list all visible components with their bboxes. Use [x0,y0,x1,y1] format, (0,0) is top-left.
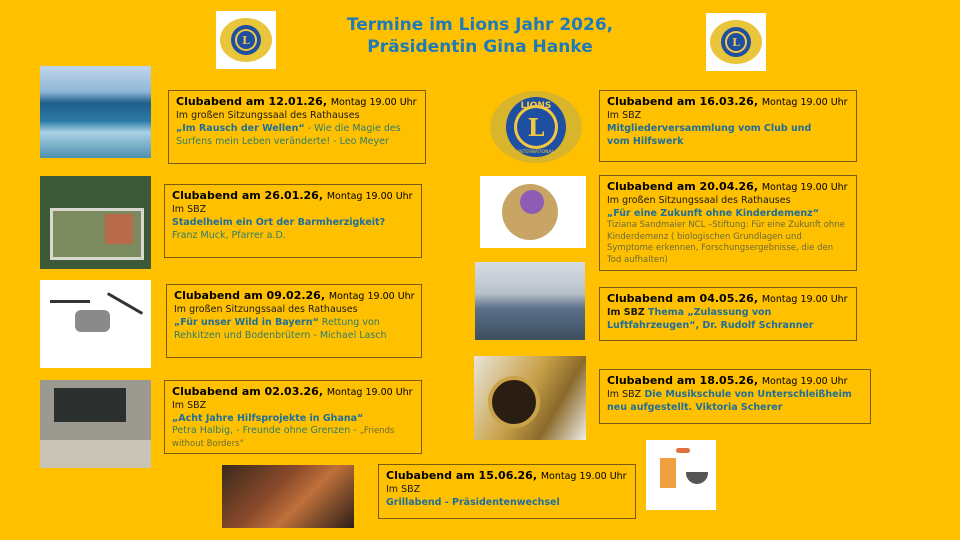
event-heading: Clubabend am 18.05.26, Montag 19.00 Uhr [607,374,848,387]
grill-photo [222,465,354,528]
logo-text-bottom: INTERNATIONAL [517,150,555,155]
event-place: Im großen Sitzungssaal des Rathauses [607,195,791,206]
event-heading: Clubabend am 15.06.26, Montag 19.00 Uhr [386,469,627,482]
title-line-1: Termine im Lions Jahr 2026, [346,15,614,35]
event-heading: Clubabend am 20.04.26, Montag 19.00 Uhr [607,180,848,193]
event-description: Im SBZ Thema „Zulassung von Luftfahrzeugen“, Dr. Rudolf Schranner [607,307,814,331]
event-place: Im SBZ [607,110,642,121]
event-place: Im SBZ [172,204,207,215]
grill-cartoon [646,440,716,510]
event-card [164,380,422,454]
svg-text:L: L [732,36,740,49]
event-heading: Clubabend am 02.03.26, Montag 19.00 Uhr [172,385,413,398]
event-speaker: Petra Halbig, - Freunde ohne Grenzen - „Friends without Borders“ [172,425,395,449]
title-line-2: Präsidentin Gina Hanke [367,37,593,57]
event-card [599,175,857,271]
lions-logo-left [216,11,276,69]
event-card [599,369,871,424]
surfer-photo [40,66,151,158]
event-card [166,284,422,358]
event-card [378,464,636,519]
event-topic: Grillabend - Präsidentenwechsel [386,497,560,508]
page-title [300,14,660,58]
event-heading: Clubabend am 12.01.26, Montag 19.00 Uhr [176,95,417,108]
event-card [164,184,422,258]
event-heading: Clubabend am 26.01.26, Montag 19.00 Uhr [172,189,413,202]
lions-logo-center [488,86,584,168]
saxophone-photo [474,356,586,440]
event-heading: Clubabend am 16.03.26, Montag 19.00 Uhr [607,95,848,108]
event-place: Im großen Sitzungssaal des Rathauses [176,110,360,121]
event-card [599,287,857,341]
event-details: Tiziana Sandmaier NCL –Stiftung: Für eine Zukunft ohne Kinderdemenz ( biologischen Grundlagen und Symptome erkennen, Forschungsergebnisse, die den Tod aufhalten) [607,220,845,265]
event-place: Im SBZ [386,484,421,495]
event-topic: Mitgliederversammlung vom Club und vom Hilfswerk [607,123,812,147]
svg-text:L: L [242,34,250,47]
neuron-illustration [480,176,586,248]
logo-text-top: LIONS [520,101,552,111]
air-taxi-photo [475,262,585,340]
event-topic: „Acht Jahre Hilfsprojekte in Ghana“ [172,413,364,424]
event-heading: Clubabend am 09.02.26, Montag 19.00 Uhr [174,289,415,302]
event-description: „Für unser Wild in Bayern“ Rettung von Rehkitzen und Bodenbrütern - Michael Lasch [174,317,387,341]
event-topic: „Für eine Zukunft ohne Kinderdemenz“ [607,208,819,219]
event-topic: Stadelheim ein Ort der Barmherzigkeit? [172,217,386,228]
event-place: Im SBZ [172,400,207,411]
drone-photo [40,280,151,368]
event-card [168,90,426,164]
classroom-photo [40,380,151,468]
event-speaker: Franz Muck, Pfarrer a.D. [172,230,286,241]
prison-aerial-photo [40,176,151,269]
event-heading: Clubabend am 04.05.26, Montag 19.00 Uhr [607,292,848,305]
logo-letter: L [527,113,545,142]
event-card [599,90,857,162]
event-place: Im großen Sitzungssaal des Rathauses [174,304,358,315]
lions-logo-right [706,13,766,71]
event-description: „Im Rausch der Wellen“ - Wie die Magie des Surfens mein Leben veränderte! - Leo Meyer [176,123,401,147]
event-description: Im SBZ Die Musikschule von Unterschleißheim neu aufgestellt. Viktoria Scherer [607,389,852,413]
